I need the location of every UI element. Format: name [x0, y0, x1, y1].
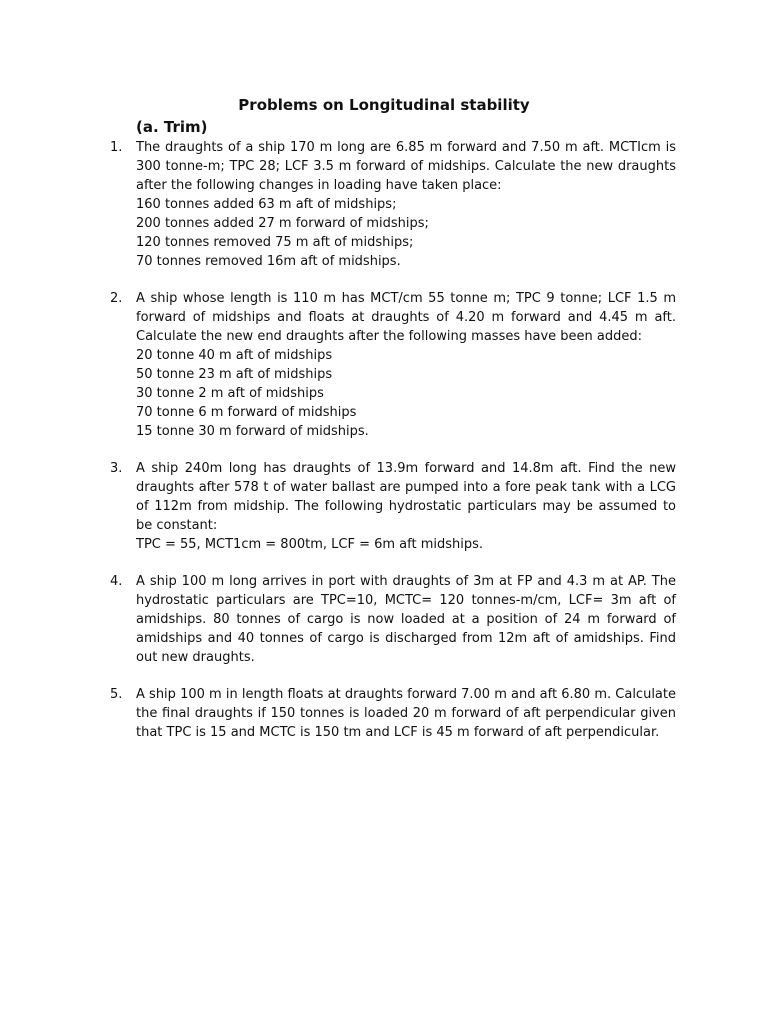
problem-text: The draughts of a ship 170 m long are 6.85 m forward and 7.50 m aft. MCTIcm is 300 tonne-m; TPC 28; LCF 3.5 m forward of midships. Calculate the new draughts after the following changes in loading have taken place: [136, 140, 676, 193]
loading-line: 70 tonne 6 m forward of midships [136, 405, 357, 420]
loading-line: 20 tonne 40 m aft of midships [136, 348, 333, 363]
page-title: Problems on Longitudinal stability [238, 96, 530, 114]
section-subtitle: (a. Trim) [136, 118, 208, 136]
problem-number: 4. [110, 574, 123, 589]
problem-number: 2. [110, 291, 123, 306]
problem-item [0, 138, 768, 271]
loading-line: 160 tonnes added 63 m aft of midships; [136, 197, 397, 212]
problem-number: 5. [110, 687, 123, 702]
problem-text: A ship whose length is 110 m has MCT/cm 55 tonne m; TPC 9 tonne; LCF 1.5 m forward of midships and floats at draughts of 4.20 m forward and 4.45 m aft. Calculate the new end draughts after the following masses have been added: [136, 291, 676, 344]
problem-body [136, 572, 676, 667]
problem-number: 3. [110, 461, 123, 476]
problem-body [136, 289, 676, 441]
problem-item [0, 459, 768, 554]
problem-list [0, 138, 768, 760]
problem-item [0, 572, 768, 667]
hydrostatic-particulars-line: TPC = 55, MCT1cm = 800tm, LCF = 6m aft midships. [136, 537, 484, 552]
loading-line: 50 tonne 23 m aft of midships [136, 367, 333, 382]
loading-line: 200 tonnes added 27 m forward of midships; [136, 216, 429, 231]
loading-line: 30 tonne 2 m aft of midships [136, 386, 324, 401]
problem-text: A ship 100 m in length floats at draughts forward 7.00 m and aft 6.80 m. Calculate the final draughts if 150 tonnes is loaded 20 m forward of aft perpendicular given that TPC is 15 and MCTC is 150 tm and LCF is 45 m forward of aft perpendicular. [136, 687, 676, 740]
problem-body [136, 138, 676, 271]
loading-line: 120 tonnes removed 75 m aft of midships; [136, 235, 414, 250]
loading-line: 15 tonne 30 m forward of midships. [136, 424, 369, 439]
problem-number: 1. [110, 140, 123, 155]
problem-body [136, 685, 676, 742]
problem-text: A ship 100 m long arrives in port with draughts of 3m at FP and 4.3 m at AP. The hydrostatic particulars are TPC=10, MCTC= 120 tonnes-m/cm, LCF= 3m aft of amidships. 80 tonnes of cargo is now loaded at a position of 24 m forward of amidships and 40 tonnes of cargo is discharged from 12m aft of amidships. Find out new draughts. [136, 574, 676, 665]
loading-line: 70 tonnes removed 16m aft of midships. [136, 254, 401, 269]
problem-body [136, 459, 676, 554]
problem-text: A ship 240m long has draughts of 13.9m forward and 14.8m aft. Find the new draughts after 578 t of water ballast are pumped into a fore peak tank with a LCG of 112m from midship. The following hydrostatic particulars may be assumed to be constant: [136, 461, 676, 533]
problem-item [0, 685, 768, 742]
problem-item [0, 289, 768, 441]
